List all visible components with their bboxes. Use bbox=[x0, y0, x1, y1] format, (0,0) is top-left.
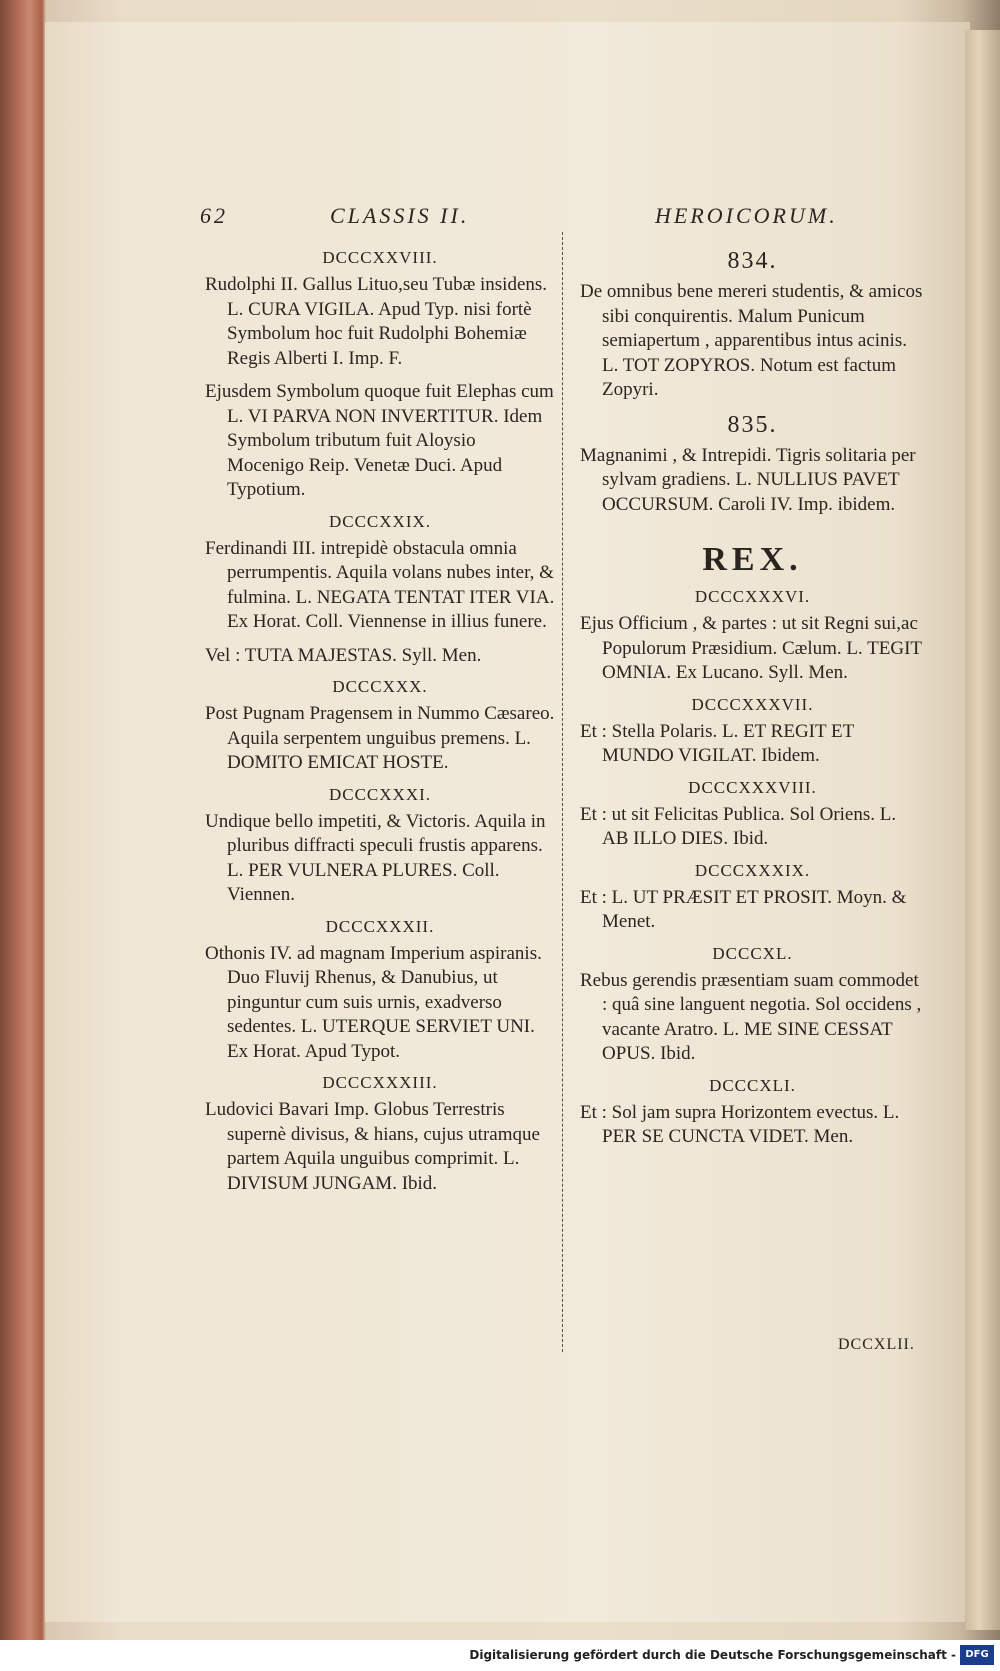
page-number: 62 bbox=[200, 203, 228, 228]
dfg-logo: DFG bbox=[960, 1645, 994, 1665]
entry-text: Ejus Officium , & partes : ut sit Regni sui,ac Populorum Præsidium. Cælum. L. TEGIT OMNIA. Ex Lucano. Syll. Men. bbox=[580, 613, 922, 683]
entry-number: DCCCXXXIII. bbox=[322, 1073, 438, 1092]
entry-number: DCCCXLI. bbox=[709, 1075, 796, 1095]
entry-number: DCCCXXXVI. bbox=[694, 587, 811, 606]
catchword: DCCXLII. bbox=[838, 1336, 915, 1353]
entry-text: Undique bello impetiti, & Victoris. Aquila in pluribus diffracti speculi frustis apparens. L. PER VULNERA PLURES. Coll. Viennen. bbox=[205, 810, 546, 905]
footer-credit: Digitalisierung gefördert durch die Deutsche Forschungsgemeinschaft - bbox=[469, 1648, 956, 1662]
entry-number: DCCCXXVIII. bbox=[322, 248, 438, 267]
entry-text: Magnanimi , & Intrepidi. Tigris solitaria per sylvam gradiens. L. NULLIUS PAVET OCCURSUM. Caroli IV. Imp. ibidem. bbox=[580, 444, 916, 515]
entry-text: Post Pugnam Pragensem in Nummo Cæsareo. Aquila serpentem unguibus premens. L. DOMITO EMICAT HOSTE. bbox=[205, 703, 555, 773]
entry-text: Ejusdem Symbolum quoque fuit Elephas cum L. VI PARVA NON INVERTITUR. Idem Symbolum tributum fuit Aloysio Mocenigo Reip. Venetæ Duci. Apud Typotium. bbox=[205, 381, 554, 500]
entry-text: Et : ut sit Felicitas Publica. Sol Oriens. L. AB ILLO DIES. Ibid. bbox=[580, 803, 897, 849]
running-head-left: CLASSIS II. bbox=[330, 203, 470, 228]
entry-text: Ferdinandi III. intrepidè obstacula omnia perrumpentis. Aquila volans nubes inter, & fulmina. L. NEGATA TENTAT ITER VIA. Ex Horat. Coll. Viennense in illius funere. bbox=[205, 537, 555, 632]
entry-number: 835. bbox=[727, 411, 778, 438]
entry-number: DCCCXXXI. bbox=[328, 784, 432, 804]
running-head-right: HEROICORUM. bbox=[655, 203, 838, 228]
entry-text: Et : L. UT PRÆSIT ET PROSIT. Moyn. & Menet. bbox=[580, 886, 907, 932]
entry-number: DCCCXXXVII. bbox=[691, 694, 814, 714]
entry-number: DCCCXXXIX. bbox=[694, 860, 811, 880]
facing-page-edge bbox=[965, 30, 1000, 1630]
entry-number: 834. bbox=[727, 248, 778, 274]
entry-text: Rudolphi II. Gallus Lituo,seu Tubæ insidens. L. CURA VIGILA. Apud Typ. nisi fortè Symbolum hoc fuit Rudolphi Bohemiæ Regis Alberti I. Imp. F. bbox=[205, 274, 548, 369]
entry-number: DCCCXXX. bbox=[332, 677, 428, 696]
column-divider bbox=[562, 232, 564, 1352]
entry-text: Et : Stella Polaris. L. ET REGIT ET MUNDO VIGILAT. Ibidem. bbox=[580, 720, 854, 766]
entry-number: DCCCXXXII. bbox=[325, 916, 435, 936]
entry-number: DCCCXL. bbox=[712, 943, 793, 963]
entry-text: Rebus gerendis præsentiam suam commodet : quâ sine languent negotia. Sol occidens , vacante Aratro. L. ME SINE CESSAT OPUS. Ibid. bbox=[580, 969, 922, 1064]
entry-text: Othonis IV. ad magnam Imperium aspiranis. Duo Fluvij Rhenus, & Danubius, ut pinguntur cum suis urnis, exadverso sedentes. L. UTERQUE SERVIET UNI. Ex Horat. Apud Typot. bbox=[205, 942, 542, 1062]
entry-text: De omnibus bene mereri studentis, & amicos sibi conquirentis. Malum Punicum semiapertum , apparentibus intus acinis. L. TOT ZOPYROS. Notum est factum Zopyri. bbox=[580, 281, 923, 400]
right-column bbox=[580, 240, 925, 1159]
entry-text: Et : Sol jam supra Horizontem evectus. L. PER SE CUNCTA VIDET. Men. bbox=[580, 1101, 900, 1147]
entry-text: Ludovici Bavari Imp. Globus Terrestris supernè divisus, & hians, cujus utramque partem Aquila unguibus comprimit. L. DIVISUM JUNGAM. Ibid. bbox=[205, 1099, 540, 1194]
entry-number: DCCCXXIX. bbox=[328, 511, 432, 531]
entry-number: DCCCXXXVIII. bbox=[688, 777, 817, 797]
entry-text: Vel : TUTA MAJESTAS. Syll. Men. bbox=[205, 644, 482, 666]
left-column bbox=[205, 240, 555, 1205]
entry-number: REX. bbox=[702, 541, 803, 578]
